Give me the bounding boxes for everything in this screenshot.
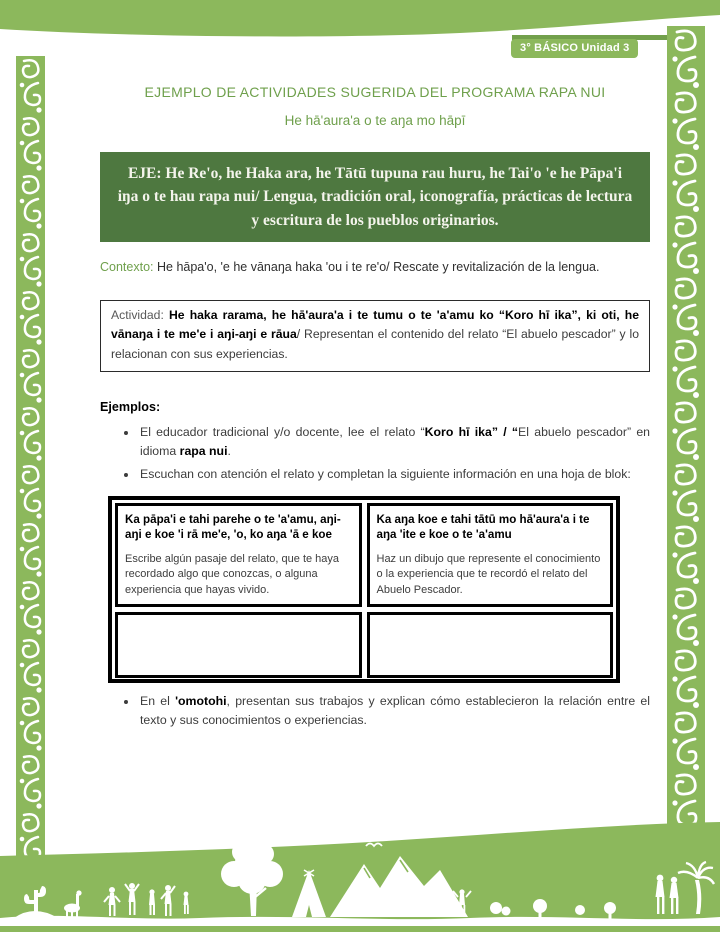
actividad-spanish-text: / Representan el contenido del relato “El abuelo pescador” y lo relacionan con sus experiencias. bbox=[111, 327, 639, 361]
worksheet-cell-left-prompt bbox=[115, 503, 362, 607]
worksheet-table bbox=[108, 496, 620, 683]
bullet1-language: rapa nui bbox=[179, 444, 228, 459]
content-column bbox=[100, 80, 650, 733]
contexto-text: He hāpa'o, 'e he vānaŋa haka 'ou i te re'o/ Rescate y revitalización de la lengua. bbox=[153, 259, 600, 274]
list-item bbox=[138, 465, 650, 484]
bullet3-post: , presentan sus trabajos y explican cómo establecieron la relación entre el texto y sus conocimientos o experiencias. bbox=[140, 694, 650, 728]
bullet1-mid: El abuelo pescador” en idioma bbox=[140, 425, 650, 459]
contexto-label: Contexto: bbox=[100, 259, 154, 274]
page-title: EJEMPLO DE ACTIVIDADES SUGERIDA DEL PROGRAMA RAPA NUI bbox=[144, 84, 606, 100]
bullet2-text: Escuchan con atención el relato y completan la siguiente información en una hoja de blok: bbox=[140, 466, 631, 481]
eje-text: EJE: He Re'o, he Haka ara, he Tātū tupuna rau huru, he Tai'o 'e he Pāpa'i iŋa o te hau rapa nui/ Lengua, tradición oral, iconografía, prácticas de lectura y escritura de los pueblos originarios. bbox=[117, 165, 633, 229]
bullet1-title-rapanui: Koro hī ika” / “ bbox=[424, 425, 519, 440]
worksheet-cell-right-prompt bbox=[367, 503, 614, 607]
worksheet-cell-left-answer-area bbox=[115, 612, 362, 678]
bullet3-rapanui-word: 'omotohi bbox=[175, 694, 227, 709]
bullet3-pre: En el bbox=[140, 694, 176, 709]
actividad-box bbox=[100, 300, 650, 373]
page-subtitle: He hā'aura'a o te aŋa mo hāpī bbox=[284, 113, 466, 128]
contexto-line bbox=[100, 258, 650, 276]
rapa-nui-pattern-right-icon bbox=[667, 26, 705, 832]
bullet1-pre: El educador tradicional y/o docente, lee el relato “ bbox=[140, 425, 425, 440]
bullet1-end: . bbox=[227, 444, 231, 459]
worksheet-cell-right-answer-area bbox=[367, 612, 614, 678]
list-item bbox=[138, 423, 650, 461]
actividad-label: Actividad: bbox=[111, 307, 169, 322]
prompt-rapanui: Ka aŋa koe e tahi tātū mo hā'aura'a i te aŋa 'ite e koe o te 'a'amu bbox=[376, 512, 590, 542]
eje-banner bbox=[100, 152, 650, 242]
prompt-rapanui: Ka pāpa'i e tahi parehe o te 'a'amu, aŋi-aŋi e koe 'i rā me'e, 'o, ko aŋa 'ā e koe bbox=[125, 512, 341, 542]
prompt-spanish: Haz un dibujo que represente el conocimiento o la experiencia que te recordó el relato del Abuelo Pescador. bbox=[376, 552, 601, 596]
landscape-silhouette bbox=[0, 820, 720, 932]
ejemplos-heading: Ejemplos: bbox=[100, 400, 161, 415]
list-item bbox=[138, 692, 650, 730]
actividad-rapanui-text: He haka rarama, he hā'aura'a i te tumu o te 'a'amu ko “Koro hī ika”, ki oti, he vānaŋa i te me'e i aŋi-aŋi e rāua bbox=[111, 307, 639, 342]
ejemplos-list bbox=[100, 423, 650, 483]
closing-list bbox=[100, 692, 650, 730]
unit-badge-label: 3° BÁSICO Unidad 3 bbox=[520, 42, 630, 54]
rapa-nui-pattern-left-icon bbox=[16, 56, 45, 856]
unit-badge bbox=[511, 39, 638, 58]
prompt-spanish: Escribe algún pasaje del relato, que te haya recordado algo que conozcas, o alguna experiencia que hayas vivido. bbox=[125, 552, 340, 596]
